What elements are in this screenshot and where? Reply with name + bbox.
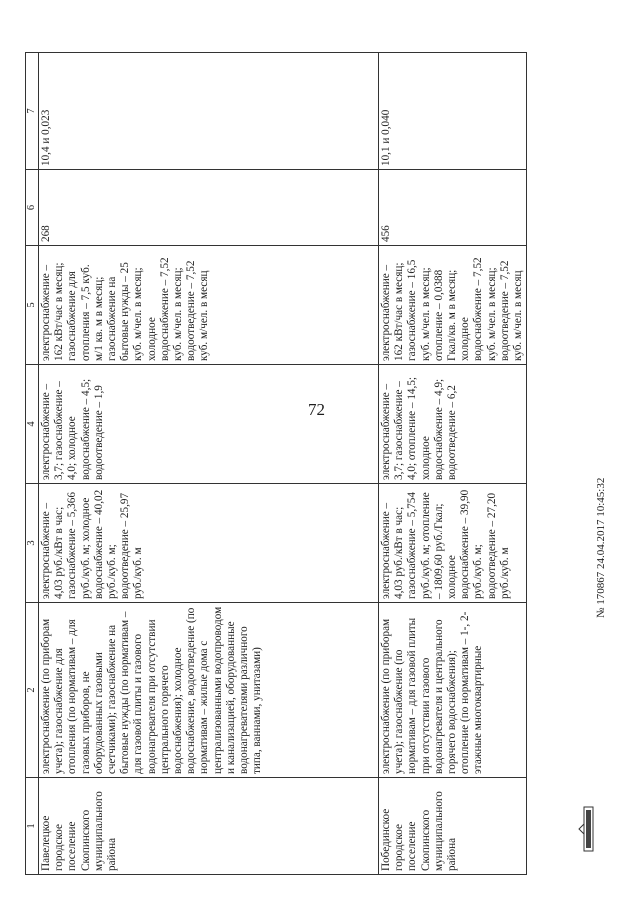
settlement-name: Павелецкое городское поселение Скопинского муниципального района: [39, 778, 379, 875]
table-row: [379, 53, 527, 875]
col-header-4: 4: [26, 365, 39, 484]
settlement-name: Побединское городское поселение Скопинского муниципального района: [379, 778, 527, 875]
consumption-norms: электроснабжение – 162 кВт/час в месяц; газоснабжение – 16,5 куб. м/чел. в месяц; отопление – 0,0388 Гкал/кв. м в месяц; холодное водоснабжение – 7,52 куб. м/чел. в месяц; водоотведение – 7,52 куб. м/чел. в месяц: [379, 246, 527, 365]
header-row: [26, 53, 39, 875]
tariffs: электроснабжение – 4,03 руб./кВт в час; газоснабжение – 5,366 руб./куб. м; холодное водоснабжение – 40,02 руб./куб. м; водоотведение – 25,97 руб./куб. м: [39, 484, 379, 603]
consumption-norms: электроснабжение – 162 кВт/час в месяц; газоснабжение для отопления – 7,5 куб. м/1 кв. м в месяц; газоснабжение на бытовые нужды – 25 куб. м/чел. в месяц; холодное водоснабжение – 7,52 куб. м/чел. в месяц; водоотведение – 7,52 куб. м/чел. в месяц: [39, 246, 379, 365]
col-header-7: 7: [26, 53, 39, 170]
table-row: [39, 53, 379, 875]
deviation-values: 10,4 и 0,023: [39, 53, 379, 170]
services-list: электроснабжение (по приборам учета); газоснабжение (по нормативам – для газовой плиты при отсутствии газового водонагревателя и центрального горячего водоснабжения); отопление (по нормативам – 1-, 2-этажные многоквартирные: [379, 603, 527, 778]
population: 268: [39, 170, 379, 246]
document-timestamp: 24.04.2017 10:45:32: [595, 477, 607, 569]
population: 456: [379, 170, 527, 246]
col-header-5: 5: [26, 246, 39, 365]
document-stamp: [595, 338, 607, 618]
stamp-logo-icon: [578, 806, 594, 852]
rotated-table-container: [25, 53, 585, 875]
tariff-indices: электроснабжение – 3,7; газоснабжение – 4,0; отопление – 14,5; холодное водоснабжение – 4,9; водоотведение – 6,2: [379, 365, 527, 484]
document-number: № 170867: [595, 571, 607, 618]
tariffs: электроснабжение – 4,03 руб./кВт в час; газоснабжение – 5,754 руб./куб. м; отопление – 1809,60 руб./Гкал; холодное водоснабжение – 39,90 руб./куб. м; водоотведение – 27,20 руб./куб. м: [379, 484, 527, 603]
col-header-1: 1: [26, 778, 39, 875]
deviation-values: 10,1 и 0,040: [379, 53, 527, 170]
services-list: электроснабжение (по приборам учета); газоснабжение для отопления (по нормативам – для газовых приборов, не оборудованных газовыми счетчиками); газоснабжение на бытовые нужды (по нормативам – для газовой плиты и газового водонагревателя при отсутствии центрального горячего водоснабжения); холодное водоснабжение, водоотведение (по нормативам – жилые дома с централизованными водопроводом и канализацией, оборудованные водонагревателями различного типа, ваннами, унитазами): [39, 603, 379, 778]
page-number: 72: [308, 400, 325, 419]
col-header-2: 2: [26, 603, 39, 778]
col-header-3: 3: [26, 484, 39, 603]
tariff-indices: электроснабжение – 3,7; газоснабжение – 4,0; холодное водоснабжение – 4,5; водоотведение – 1,9: [39, 365, 379, 484]
tariff-table: [25, 52, 527, 875]
col-header-6: 6: [26, 170, 39, 246]
